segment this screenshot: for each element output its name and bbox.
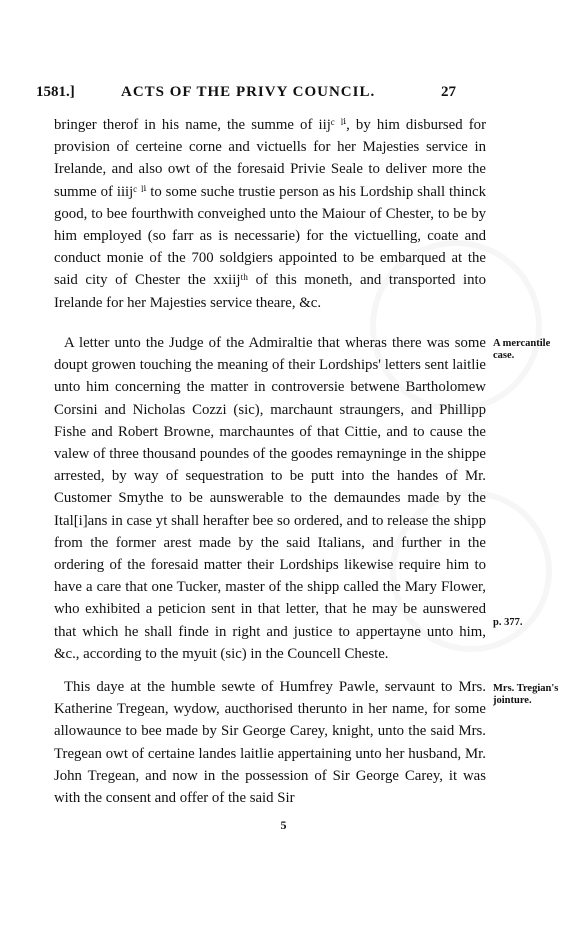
margin-note-mercantile-case: A mercantile case. (493, 338, 551, 361)
margin-note-page-ref: p. 377. (493, 617, 523, 628)
margin-note-jointure: Mrs. Tregian's jointure. (493, 683, 559, 706)
paragraph-tregean-suit: This daye at the humble sewte of Humfrey Pawle, servaunt to Mrs. Katherine Tregean, wydow, aucthorised therunto in her name, for some allowaunce to bee made by Sir George Carey, knight, unto the said Mrs. Tregean owt of certaine landes laitlie appertaining unto her husband, Mr. John Tregean, and now in the possession of Sir George Carey, it was with the consent and offer of the said Sir (54, 679, 486, 807)
header-year: 1581.] (36, 84, 75, 100)
signature-mark: 5 (280, 818, 287, 832)
header-title: ACTS OF THE PRIVY COUNCIL. (121, 84, 376, 100)
running-header (36, 84, 456, 106)
paragraph-admiralty-letter: A letter unto the Judge of the Admiraltie that wheras there was some doupt growen touching the meaning of their Lordships' letters sent laitlie unto him concerning the matter in controversie betwene Bartholomew Corsini and Nicholas Cozzi (sic), marchaunt straungers, and Phillipp Fishe and Robert Browne, marchauntes of that Cittie, and to cause the valew of three thousand poundes of the goodes remayninge in the shippe arrested, by way of sequestration to be putt into the handes of Mr. Customer Smythe to be aunswerable to the demaundes made by the Ital[i]ans in case yt shall herafter bee so ordered, and to release the shipp from the former arest made by the said Italians, and further in the ordering of the foresaid matter their Lordships likewise require him to have a care that one Tucker, master of the shipp called the Mary Flower, who exhibited a peticion sent in that letter, that he may be aunswered that which he shall finde in right and justice to appertayne unto him, &c., according to the myuit (sic) in the Councell Cheste. (54, 335, 486, 662)
paragraph-continuation: bringer therof in his name, the summe of iijᶜ ˡⁱ, by him disbursed for provision of certeine corne and victuells for her Majesties service in Irelande, and also owt of the foresaid Privie Seale to deliver more the summe of iiijᶜ ˡⁱ to some suche trustie person as his Lordship shall thinck good, to bee fourthwith conveighed unto the Maiour of Chester, to be by him employed (so farr as is necessarie) for the victuelling, coate and conduct monie of the 700 soldgiers appointed to be embarqued at the said city of Chester the xxiijᵗʰ of this moneth, and transported into Irelande for her Majesties service theare, &c. (54, 117, 486, 311)
page-number: 27 (441, 84, 456, 100)
